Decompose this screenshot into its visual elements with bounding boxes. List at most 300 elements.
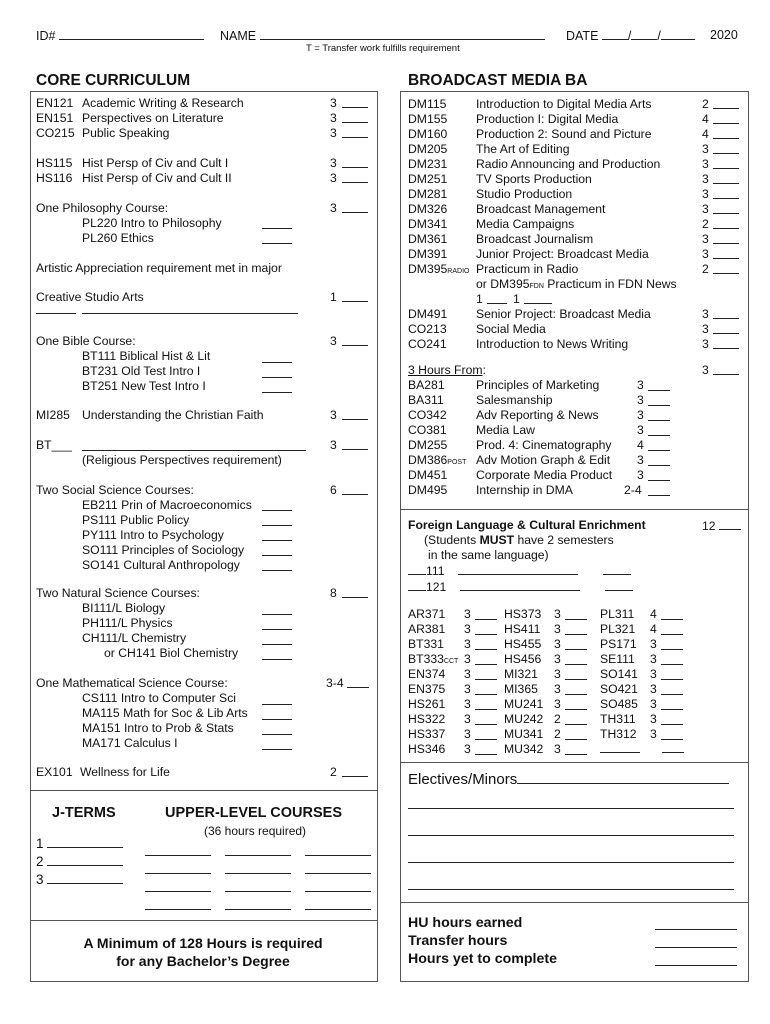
elective-name: Media Law xyxy=(476,423,535,437)
dm395-code: DM395RADIO xyxy=(408,262,470,276)
jterms-title: J-TERMS xyxy=(52,805,116,821)
credit-blank[interactable] xyxy=(342,157,368,168)
elective-name: Principles of Marketing xyxy=(476,378,600,392)
major-course-code: DM326 xyxy=(408,202,448,216)
foreign-code: AR371 xyxy=(408,607,446,621)
hours-from-credits: 3 xyxy=(702,363,709,377)
major-course-credits: 3 xyxy=(702,307,709,321)
credit-blank[interactable] xyxy=(342,409,368,420)
foreign-code: HS411 xyxy=(504,622,541,636)
course-credits: 3 xyxy=(330,171,337,185)
option-blank[interactable] xyxy=(262,604,292,615)
major-course-credits: 2 xyxy=(702,97,709,111)
upper-blank[interactable] xyxy=(305,863,371,874)
major-course-name: Social Media xyxy=(476,322,546,336)
credit-blank[interactable] xyxy=(475,729,497,740)
electives-label: Electives/Minors xyxy=(408,770,729,788)
math-option: MA115 Math for Soc & Lib Arts xyxy=(82,706,248,720)
foreign-note: (Students MUST have 2 semesters xyxy=(424,533,614,547)
philosophy-label: One Philosophy Course: xyxy=(36,201,169,215)
upper-title: UPPER-LEVEL COURSES xyxy=(165,805,342,821)
bible-credits: 3 xyxy=(330,334,337,348)
major-course-code: DM231 xyxy=(408,157,448,171)
major-course-name: Media Campaigns xyxy=(476,217,575,231)
major-course-code: DM361 xyxy=(408,232,448,246)
upper-blank[interactable] xyxy=(225,899,291,910)
major-course-name: Senior Project: Broadcast Media xyxy=(476,307,651,321)
creative-blank-2[interactable] xyxy=(82,303,298,314)
elective-code: DM386POST xyxy=(408,453,467,467)
credit-blank[interactable] xyxy=(565,639,587,650)
social-option: EB211 Prin of Macroeconomics xyxy=(82,498,252,512)
upper-blank[interactable] xyxy=(305,899,371,910)
foreign-credits: 3 xyxy=(554,667,561,681)
foreign-credits: 3 xyxy=(464,652,471,666)
credit-blank[interactable] xyxy=(648,485,670,496)
elective-credits: 3 xyxy=(637,393,644,407)
natural-credits: 8 xyxy=(330,586,337,600)
foreign-code: EN374 xyxy=(408,667,446,681)
hours-from-label: 3 Hours From: xyxy=(408,363,486,377)
option-blank[interactable] xyxy=(262,739,292,750)
upper-blank[interactable] xyxy=(305,845,371,856)
credit-blank[interactable] xyxy=(713,364,739,375)
credit-blank[interactable] xyxy=(713,233,739,244)
social-label: Two Social Science Courses: xyxy=(36,483,194,497)
foreign-code: MU342 xyxy=(504,742,544,756)
credit-blank[interactable] xyxy=(661,624,683,635)
course-name: Hist Persp of Civ and Cult I xyxy=(82,156,229,170)
major-course-code: DM205 xyxy=(408,142,448,156)
course-code: HS115 xyxy=(36,156,73,170)
natural-option: PH111/L Physics xyxy=(82,616,173,630)
credit-blank[interactable] xyxy=(475,624,497,635)
elective-credits: 3 xyxy=(637,468,644,482)
id-label: ID# xyxy=(36,28,204,43)
option-blank[interactable] xyxy=(262,724,292,735)
foreign-credits: 3 xyxy=(554,622,561,636)
upper-blank[interactable] xyxy=(145,863,211,874)
dm395-split-2: 1 xyxy=(513,292,520,306)
credit-blank[interactable] xyxy=(565,744,587,755)
credit-blank[interactable] xyxy=(648,470,670,481)
hours-remaining-label: Hours yet to complete xyxy=(408,951,557,967)
major-course-code: CO213 xyxy=(408,322,447,336)
elective-name: Internship in DMA xyxy=(476,483,573,497)
major-course-credits: 3 xyxy=(702,247,709,261)
jterm-list xyxy=(36,835,123,889)
credit-blank[interactable] xyxy=(713,263,739,274)
credit-blank[interactable] xyxy=(342,439,368,450)
elective-credits: 3 xyxy=(637,453,644,467)
foreign-code: MU241 xyxy=(504,697,544,711)
credit-blank[interactable] xyxy=(713,143,739,154)
major-course-credits: 3 xyxy=(702,187,709,201)
credit-blank[interactable] xyxy=(713,338,739,349)
credit-blank[interactable] xyxy=(661,609,683,620)
credit-blank[interactable] xyxy=(475,609,497,620)
major-title: BROADCAST MEDIA BA xyxy=(408,72,588,89)
natural-label: Two Natural Science Courses: xyxy=(36,586,200,600)
foreign-code: MU242 xyxy=(504,712,544,726)
foreign-code: PL311 xyxy=(600,607,635,621)
date-label: DATE / / xyxy=(566,28,695,43)
credit-blank[interactable] xyxy=(565,699,587,710)
credit-blank[interactable] xyxy=(661,654,683,665)
credit-blank[interactable] xyxy=(661,714,683,725)
credit-blank[interactable] xyxy=(713,173,739,184)
major-course-code: CO241 xyxy=(408,337,447,351)
option-blank[interactable] xyxy=(262,619,292,630)
major-course-credits: 4 xyxy=(702,127,709,141)
credit-blank[interactable] xyxy=(648,440,670,451)
math-label: One Mathematical Science Course: xyxy=(36,676,228,690)
social-option: PS111 Public Policy xyxy=(82,513,190,527)
major-course-name: Introduction to News Writing xyxy=(476,337,629,351)
math-option: MA171 Calculus I xyxy=(82,736,178,750)
credit-blank[interactable] xyxy=(475,669,497,680)
core-title: CORE CURRICULUM xyxy=(36,72,191,89)
credit-blank[interactable] xyxy=(475,654,497,665)
transfer-hours-label: Transfer hours xyxy=(408,933,508,949)
major-course-code: DM155 xyxy=(408,112,448,126)
minimum-note: A Minimum of 128 Hours is required for any Bachelor’s Degree xyxy=(83,935,323,969)
elective-name: Corporate Media Product xyxy=(476,468,613,482)
foreign-credits: 3 xyxy=(650,682,657,696)
upper-blank[interactable] xyxy=(145,881,211,892)
foreign-extra-blank[interactable] xyxy=(600,742,640,753)
elective-code: DM495 xyxy=(408,483,448,497)
option-blank[interactable] xyxy=(262,233,292,244)
split-blank[interactable] xyxy=(524,293,552,304)
major-course-credits: 4 xyxy=(702,112,709,126)
upper-blank[interactable] xyxy=(225,845,291,856)
elective-credits: 4 xyxy=(637,438,644,452)
foreign-credits: 3 xyxy=(464,622,471,636)
foreign-credits: 12 xyxy=(702,518,741,533)
bible-option: BT111 Biblical Hist & Lit xyxy=(82,349,211,363)
jterm-3: 3 xyxy=(36,871,123,889)
credit-blank[interactable] xyxy=(342,202,368,213)
major-course-name: The Art of Editing xyxy=(476,142,570,156)
foreign-credits: 3 xyxy=(650,697,657,711)
dm395-credits: 2 xyxy=(702,262,709,276)
credit-blank[interactable] xyxy=(475,714,497,725)
foreign-credits: 3 xyxy=(650,652,657,666)
credit-blank[interactable] xyxy=(661,669,683,680)
upper-blank[interactable] xyxy=(225,881,291,892)
foreign-credits: 3 xyxy=(554,742,561,756)
foreign-code: HS456 xyxy=(504,652,542,666)
course-code: EN151 xyxy=(36,111,74,125)
foreign-credits: 2 xyxy=(554,712,561,726)
credit-blank[interactable] xyxy=(475,744,497,755)
foreign-code: TH311 xyxy=(600,712,636,726)
mi285-credits: 3 xyxy=(330,408,337,422)
foreign-code: EN375 xyxy=(408,682,446,696)
bible-option: BT251 New Test Intro I xyxy=(82,379,206,393)
elective-name: Adv Motion Graph & Edit xyxy=(476,453,611,467)
major-course-name: Broadcast Journalism xyxy=(476,232,594,246)
credit-blank[interactable] xyxy=(342,112,368,123)
elective-credits: 3 xyxy=(637,378,644,392)
major-course-name: Broadcast Management xyxy=(476,202,606,216)
course-credits: 3 xyxy=(330,96,337,110)
foreign-code: MU341 xyxy=(504,727,544,741)
foreign-code: HS337 xyxy=(408,727,446,741)
credit-blank[interactable] xyxy=(342,484,368,495)
credit-blank[interactable] xyxy=(565,609,587,620)
bt-code: BT___ xyxy=(36,438,72,452)
social-option: SO111 Principles of Sociology xyxy=(82,543,245,557)
elective-name: Adv Reporting & News xyxy=(476,408,599,422)
upper-blank[interactable] xyxy=(145,899,211,910)
foreign-code: MI365 xyxy=(504,682,538,696)
split-blank[interactable] xyxy=(487,293,507,304)
credit-blank[interactable] xyxy=(713,158,739,169)
foreign-credits: 3 xyxy=(554,682,561,696)
credit-blank[interactable] xyxy=(565,669,587,680)
foreign-credits: 3 xyxy=(554,697,561,711)
foreign-credits: 3 xyxy=(464,727,471,741)
totals xyxy=(408,914,557,968)
credit-blank[interactable] xyxy=(661,639,683,650)
elective-code: BA281 xyxy=(408,378,445,392)
credit-blank[interactable] xyxy=(713,218,739,229)
natural-option: BI111/L Biology xyxy=(82,601,166,615)
credit-blank[interactable] xyxy=(648,455,670,466)
credit-blank[interactable] xyxy=(342,172,368,183)
elective-name: Salesmanship xyxy=(476,393,553,407)
major-course-credits: 3 xyxy=(702,142,709,156)
option-blank[interactable] xyxy=(262,218,292,229)
credit-blank[interactable] xyxy=(565,624,587,635)
major-course-code: DM160 xyxy=(408,127,448,141)
foreign-credits: 3 xyxy=(464,682,471,696)
wellness-name: Wellness for Life xyxy=(80,765,170,779)
artistic-note: Artistic Appreciation requirement met in major xyxy=(36,261,282,275)
foreign-code: BT333CCT xyxy=(408,652,459,666)
major-course-code: DM281 xyxy=(408,187,448,201)
elective-code: CO381 xyxy=(408,423,447,437)
mi285-code: MI285 xyxy=(36,408,70,422)
option-blank[interactable] xyxy=(262,545,292,556)
dm395-name: Practicum in Radio xyxy=(476,262,579,276)
option-blank[interactable] xyxy=(262,500,292,511)
major-course-credits: 3 xyxy=(702,337,709,351)
foreign-credits: 3 xyxy=(464,712,471,726)
credit-blank[interactable] xyxy=(565,654,587,665)
foreign-code: HS261 xyxy=(408,697,446,711)
name-label: NAME xyxy=(220,28,545,43)
foreign-code: SE111 xyxy=(600,652,635,666)
credit-blank[interactable] xyxy=(713,98,739,109)
natural-option: CH111/L Chemistry xyxy=(82,631,187,645)
foreign-code: HS322 xyxy=(408,712,446,726)
course-code: EN121 xyxy=(36,96,74,110)
credit-blank[interactable] xyxy=(342,291,368,302)
philosophy-credits: 3 xyxy=(330,201,337,215)
jterm-2: 2 xyxy=(36,853,123,871)
foreign-code: SO485 xyxy=(600,697,638,711)
math-option: CS111 Intro to Computer Sci xyxy=(82,691,236,705)
option-blank[interactable] xyxy=(262,634,292,645)
credit-blank[interactable] xyxy=(342,587,368,598)
social-option: SO141 Cultural Anthropology xyxy=(82,558,240,572)
dm395-alt: or DM395FDN Practicum in FDN News xyxy=(476,277,677,291)
credit-blank[interactable] xyxy=(347,677,369,688)
credit-blank[interactable] xyxy=(661,684,683,695)
foreign-credits: 4 xyxy=(650,622,657,636)
foreign-credits: 3 xyxy=(464,742,471,756)
elective-credits: 3 xyxy=(637,408,644,422)
course-name: Perspectives on Literature xyxy=(82,111,224,125)
foreign-code: HS373 xyxy=(504,607,542,621)
major-course-credits: 3 xyxy=(702,172,709,186)
transfer-note: T = Transfer work fulfills requirement xyxy=(306,43,460,54)
year: 2020 xyxy=(710,28,738,42)
major-course-name: Production I: Digital Media xyxy=(476,112,619,126)
foreign-credits: 3 xyxy=(554,652,561,666)
creative-blank-1[interactable] xyxy=(36,303,76,314)
option-blank[interactable] xyxy=(262,530,292,541)
foreign-code: AR381 xyxy=(408,622,446,636)
foreign-title: Foreign Language & Cultural Enrichment xyxy=(408,518,646,532)
wellness-credits: 2 xyxy=(330,765,337,779)
foreign-code: SO141 xyxy=(600,667,638,681)
foreign-credits: 3 xyxy=(554,607,561,621)
major-course-name: Junior Project: Broadcast Media xyxy=(476,247,649,261)
course-code: HS116 xyxy=(36,171,73,185)
option-blank[interactable] xyxy=(262,367,292,378)
credit-blank[interactable] xyxy=(713,248,739,259)
mi285-name: Understanding the Christian Faith xyxy=(82,408,264,422)
option-blank[interactable] xyxy=(262,560,292,571)
major-course-name: Studio Production xyxy=(476,187,573,201)
foreign-credits: 3 xyxy=(650,667,657,681)
option-blank[interactable] xyxy=(262,694,292,705)
foreign-credits: 2 xyxy=(554,727,561,741)
upper-sub: (36 hours required) xyxy=(204,824,307,838)
credit-blank[interactable] xyxy=(648,395,670,406)
major-course-name: Introduction to Digital Media Arts xyxy=(476,97,652,111)
credit-blank[interactable] xyxy=(713,113,739,124)
foreign-credits: 3 xyxy=(464,697,471,711)
foreign-code: HS455 xyxy=(504,637,542,651)
course-credits: 3 xyxy=(330,111,337,125)
credit-blank[interactable] xyxy=(342,335,368,346)
course-code: CO215 xyxy=(36,126,75,140)
bible-label: One Bible Course: xyxy=(36,334,136,348)
upper-blank[interactable] xyxy=(305,881,371,892)
credit-blank[interactable] xyxy=(475,684,497,695)
credit-blank[interactable] xyxy=(565,684,587,695)
elective-name: Prod. 4: Cinematography xyxy=(476,438,612,452)
course-credits: 3 xyxy=(330,156,337,170)
course-name: Academic Writing & Research xyxy=(82,96,244,110)
hu-hours-label: HU hours earned xyxy=(408,915,523,931)
credit-blank[interactable] xyxy=(661,699,683,710)
foreign-credits: 3 xyxy=(464,607,471,621)
credit-blank[interactable] xyxy=(713,203,739,214)
credit-blank[interactable] xyxy=(342,97,368,108)
foreign-code: TH312 xyxy=(600,727,637,741)
elective-code: DM451 xyxy=(408,468,448,482)
foreign-credits: 3 xyxy=(464,637,471,651)
option-blank[interactable] xyxy=(262,649,292,660)
foreign-credits: 3 xyxy=(650,712,657,726)
foreign-code: BT331 xyxy=(408,637,444,651)
elective-code: BA311 xyxy=(408,393,444,407)
language-lines: 111 121 xyxy=(408,563,633,595)
bt-blank[interactable] xyxy=(82,440,306,451)
creative-label: Creative Studio Arts xyxy=(36,290,144,304)
major-course-code: DM251 xyxy=(408,172,448,186)
foreign-note-2: in the same language) xyxy=(428,548,549,562)
philosophy-option: PL220 Intro to Philosophy xyxy=(82,216,222,230)
foreign-code: PL321 xyxy=(600,622,636,636)
credit-blank[interactable] xyxy=(713,323,739,334)
major-course-code: DM491 xyxy=(408,307,448,321)
upper-blank[interactable] xyxy=(225,863,291,874)
foreign-extra-blank[interactable] xyxy=(662,742,684,753)
credit-blank[interactable] xyxy=(713,188,739,199)
credit-blank[interactable] xyxy=(565,714,587,725)
option-blank[interactable] xyxy=(262,382,292,393)
math-credits: 3-4 xyxy=(326,676,344,690)
major-course-name: Production 2: Sound and Picture xyxy=(476,127,652,141)
credit-blank[interactable] xyxy=(648,425,670,436)
elective-code: CO342 xyxy=(408,408,447,422)
option-blank[interactable] xyxy=(262,709,292,720)
credit-blank[interactable] xyxy=(565,729,587,740)
credit-blank[interactable] xyxy=(713,128,739,139)
bible-option: BT231 Old Test Intro I xyxy=(82,364,201,378)
credit-blank[interactable] xyxy=(661,729,683,740)
major-course-credits: 3 xyxy=(702,157,709,171)
major-course-code: DM341 xyxy=(408,217,448,231)
course-credits: 3 xyxy=(330,126,337,140)
credit-blank[interactable] xyxy=(342,127,368,138)
credit-blank[interactable] xyxy=(475,699,497,710)
credit-blank[interactable] xyxy=(713,308,739,319)
credit-blank[interactable] xyxy=(475,639,497,650)
credit-blank[interactable] xyxy=(648,380,670,391)
credit-blank[interactable] xyxy=(648,410,670,421)
foreign-credits: 3 xyxy=(650,637,657,651)
option-blank[interactable] xyxy=(262,515,292,526)
major-course-credits: 3 xyxy=(702,202,709,216)
foreign-credits: 3 xyxy=(554,637,561,651)
dm395-split-1: 1 xyxy=(476,292,483,306)
foreign-credits: 3 xyxy=(464,667,471,681)
option-blank[interactable] xyxy=(262,352,292,363)
major-course-name: Radio Announcing and Production xyxy=(476,157,661,171)
credit-blank[interactable] xyxy=(342,766,368,777)
major-course-name: TV Sports Production xyxy=(476,172,592,186)
major-course-code: DM391 xyxy=(408,247,448,261)
jterm-1: 1 xyxy=(36,835,123,853)
major-course-code: DM115 xyxy=(408,97,447,111)
wellness-code: EX101 xyxy=(36,765,73,779)
upper-blank[interactable] xyxy=(145,845,211,856)
philosophy-option: PL260 Ethics xyxy=(82,231,154,245)
foreign-credits: 3 xyxy=(650,727,657,741)
natural-option: or CH141 Biol Chemistry xyxy=(104,646,239,660)
foreign-code: HS346 xyxy=(408,742,446,756)
foreign-code: SO421 xyxy=(600,682,638,696)
bt-note: (Religious Perspectives requirement) xyxy=(82,453,282,467)
